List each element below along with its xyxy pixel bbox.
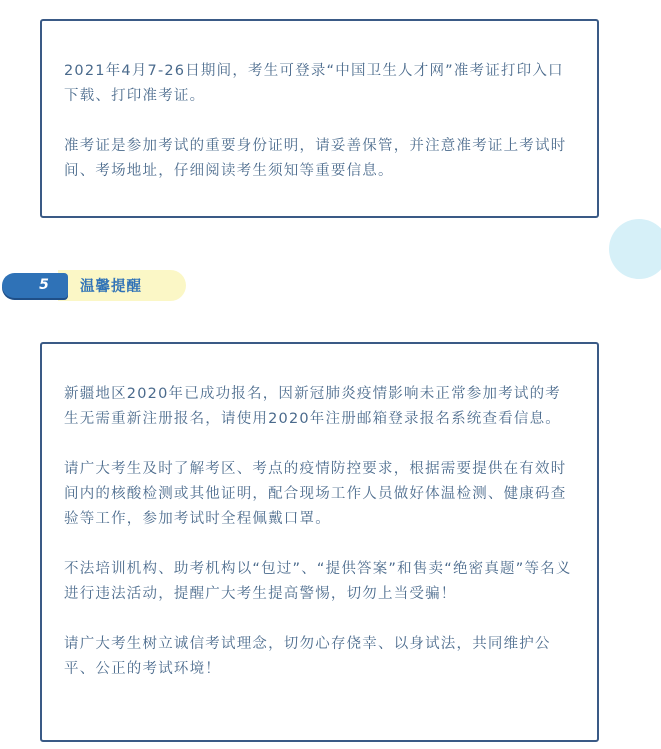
reminder-card [40, 342, 599, 742]
notice-paragraph: 准考证是参加考试的重要身份证明，请妥善保管，并注意准考证上考试时间、考场地址，仔细阅读考生须知等重要信息。 [64, 138, 567, 179]
notice-paragraph: 2021年4月7-26日期间，考生可登录“中国卫生人才网”准考证打印入口下载、打印准考证。 [64, 63, 564, 104]
section-number-badge: 5 [2, 273, 68, 298]
admission-ticket-notice-card [40, 19, 599, 218]
section-header-reminder [0, 268, 190, 304]
decorative-circle [609, 219, 661, 279]
reminder-paragraph: 请广大考生及时了解考区、考点的疫情防控要求，根据需要提供在有效时间内的核酸检测或其他证明，配合现场工作人员做好体温检测、健康码查验等工作，参加考试时全程佩戴口罩。 [64, 461, 567, 527]
reminder-paragraph: 新疆地区2020年已成功报名，因新冠肺炎疫情影响未正常参加考试的考生无需重新注册报名，请使用2020年注册邮箱登录报名系统查看信息。 [64, 386, 561, 427]
section-title: 温馨提醒 [80, 279, 142, 295]
reminder-paragraph: 请广大考生树立诚信考试理念，切勿心存侥幸、以身试法，共同维护公平、公正的考试环境！ [64, 636, 551, 677]
reminder-paragraph: 不法培训机构、助考机构以“包过”、“提供答案”和售卖“绝密真题”等名义进行违法活动，提醒广大考生提高警惕，切勿上当受骗！ [64, 561, 572, 602]
